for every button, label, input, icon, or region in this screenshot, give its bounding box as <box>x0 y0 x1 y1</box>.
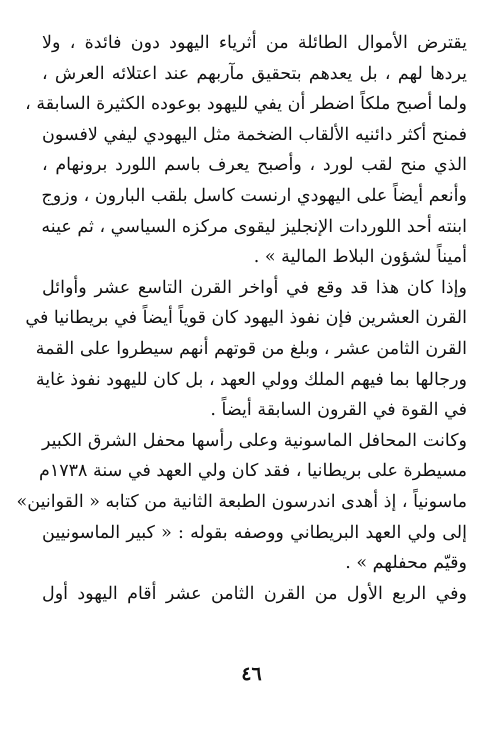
text-line: إلى ولي العهد البريطاني ووصفه بقوله : « كبير الماسونيين <box>42 522 467 543</box>
paragraph-end-line: وقيّم محفلهم » . <box>345 553 467 574</box>
text-line: القرن العشرين فإن نفوذ اليهود كان قوياً أيضاً في بريطانيا في <box>25 308 467 329</box>
text-line: ابنته أحد اللوردات الإنجليز ليقوى مركزه السياسي ، ثم عينه <box>41 216 467 237</box>
body-text <box>16 28 467 609</box>
text-line: يقترض الأموال الطائلة من أثرياء اليهود دون فائدة ، ولا <box>42 33 467 53</box>
text-line: فمنح أكثر دائنيه الألقاب الضخمة مثل اليهودي ليفي لافسون <box>42 124 467 145</box>
text-line: القرن الثامن عشر ، وبلغ من قوتهم أنهم سيطروا على القمة <box>35 338 467 359</box>
text-line: وفي الربع الأول من القرن الثامن عشر أقام اليهود أول <box>42 583 467 604</box>
text-line: وإذا كان هذا قد وقع في أواخر القرن التاسع عشر وأوائل <box>42 277 467 298</box>
text-line: وأنعم أيضاً على اليهودي ارنست كاسل بلقب البارون ، وزوج <box>41 185 467 206</box>
text-line: يردها لهم ، بل يعدهم بتحقيق مآربهم عند اعتلائه العرش ، <box>42 63 467 84</box>
text-line: ولما أصبح ملكاً اضطر أن يفي لليهود بوعوده الكثيرة السابقة ، <box>25 94 467 115</box>
page-number: ٤٦ <box>241 663 262 685</box>
paragraph-end-line: أميناً لشؤون البلاط المالية » . <box>253 247 467 268</box>
text-line: وكانت المحافل الماسونية وعلى رأسها محفل الشرق الكبير <box>42 430 467 451</box>
text-line: مسيطرة على بريطانيا ، فقد كان ولي العهد في سنة ١٧٣٨م <box>38 461 467 482</box>
paragraph-end-line: في القوة في القرون السابقة أيضاً . <box>210 400 467 421</box>
text-line: ماسونياً ، إذ أهدى اندرسون الطبعة الثانية من كتابه « القوانين» <box>16 491 467 512</box>
text-line: ورجالها بما فيهم الملك وولي العهد ، بل كان لليهود نفوذ غاية <box>35 369 467 390</box>
text-line: الذي منح لقب لورد ، وأصبح يعرف باسم اللورد برونهام ، <box>42 155 467 176</box>
